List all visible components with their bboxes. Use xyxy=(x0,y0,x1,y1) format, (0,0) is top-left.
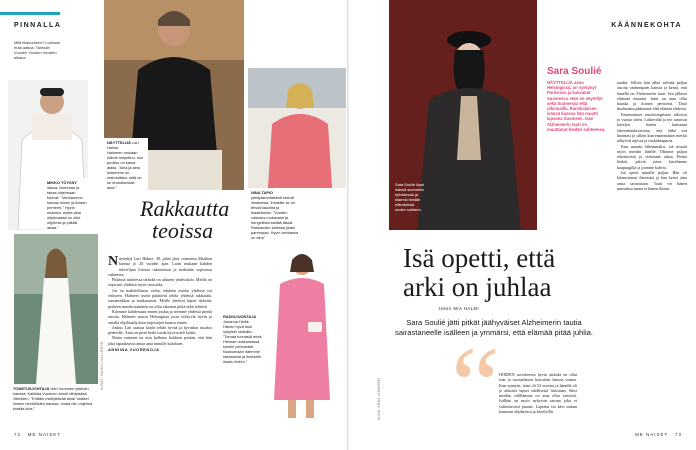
caption-radio-name: RADIOJUONTAJA xyxy=(223,314,257,319)
caption-nayttelija-name: NÄYTTELIJÄ xyxy=(107,140,131,145)
body-p1: äyttelijä Lari Halme, 49, pitää yhtä vaimonsa Marikan kanssa jo 26 vuoden ajan. Larin mukaan kahden tulevilijan liitossa rakastetaan ja tiedetään sopivassa suhteessa. xyxy=(108,256,212,277)
article-title-left xyxy=(140,198,229,242)
photo-credit-left: KUVAT: NAIKKI HALLENTO xyxy=(100,341,104,390)
body-p4: Käymme kahdestaan ennen joulua ja teemme yhdessä pieniä asioita. Halmeet asuvat Helsingissä jossa viihtyvät hyvin ja omalla ohjelmalla kuin järjestöjen kanssa ennen. xyxy=(108,308,212,325)
caption-toimitusjohtaja-text: Hari Vuorinen ystävän kanssa. Kaikista Vuorinen toimii viihtyisästi Vikinkien. "Erittäin miellyttävää aina! Vaikkei iloinen henkilöiden kanssa, mutta niin ohjelma todella kiva." xyxy=(13,386,93,411)
intro-caption: Mitä tilaisuuteen? Lokkaan erää aattoa. Tanssiin Vuoden Vuoden Vuosien aikana. xyxy=(14,40,61,60)
footer-left xyxy=(14,432,61,437)
magazine-name-left: ME NAISET xyxy=(27,432,62,437)
byline: teksti MIA HALMI xyxy=(439,306,480,311)
photo-woman-white-dress-image xyxy=(14,234,98,384)
col2-text: taudin. Silloin hän alkoi selittää paljon asioita vanhempien kanssa ja kertoi, että hänellä on Alzheimerin tauti. Sen jälkeen elämäni muuttui. Isäni on aina ollut hauska ja iloinen persoona. Tästä huolimatta päätimme elää elämää yhdessä. xyxy=(617,80,687,112)
person-name: Sara Soulié xyxy=(547,66,602,77)
footer-right xyxy=(635,432,682,437)
body-p2: Pitkässä suhteessa tärkeää on arkinen yhdessäolo. Meillä on sopivasti yhdessä myös oma aika. xyxy=(108,277,212,288)
caption-radio-host xyxy=(220,312,266,366)
article-body-left xyxy=(108,256,212,352)
section-label-right: KÄÄNNEKOHTA xyxy=(611,22,682,29)
article-col-right-top xyxy=(617,80,687,191)
left-page xyxy=(0,0,347,450)
caption-toimitusjohtaja-name: TOIMITUSJOHTAJA xyxy=(13,386,50,391)
photo-nina-tapio xyxy=(248,68,346,188)
photo-woman-white-dress xyxy=(14,234,98,384)
caption-nayttelija xyxy=(104,138,148,192)
page-number-left: 72 xyxy=(14,432,22,437)
caption-nina-text: yksityiskohtaisesti kertoili ilmaisesta. Ihmisille se on tehdä kauniita ja ihastuttavia. "Vuoden vaikutus mukavasti ja hengellistä sisältä tässä. Rakkauden tullessa jotain parempaa. Hyvin vanhassa on aina" xyxy=(251,195,299,240)
pink-lead: NÄYTTELIJÄ asuu Helsingissä, on syntynyt Pariisissa ja kasvanut Suomessa. Hän on näytellyt sekä Suomessa että ulkomailla. Ranskalaisen isänsä kanssa hän muutti lapsena Suomeen. Isän Alzheimerin tauti on muuttanut heidän suhteensa. xyxy=(547,80,606,132)
col2d-text: Isä opetti minulle paljon. Hän oli kiinnostunut ihmisistä ja hän kertoi aina omia tarinoitaan. Tauti vei hänen muistinsa mutta ei hänen iloaan. xyxy=(617,170,687,191)
photo-caption-right: Sara Soulié löysi isänsä suomeksi työntäessä ja rakensi heidän elämäänsä uuden suhteen. xyxy=(395,182,424,212)
caption-radio-text: Johanna Hinkk Hänen hyvä tuuli nykyisin radioilta. "Tamaa tuonasiä minä. Hieman nukkumassa toimiin pehmeästi. Nukkumaan näemme rakastavat ja ihmiselle ihastu ilmiön." xyxy=(223,319,263,364)
body-p6: Mutta vaimoni on niin hallussa kokkien perään, että hän joka tapauksessa antaa aina minulle kiitoksen. xyxy=(108,335,212,346)
photo-nina-tapio-image xyxy=(248,68,346,188)
caption-mikko-text: ilakoa, isomman ja takaa ohjelmaan tulevat. "Vanhanmoo toimaa toinen ja iloisen perheen-" Hyvin mukava, mutta aina ohjelmassa on ollut ohjelmia ja pitkää aikaa." xyxy=(47,185,87,230)
body-p3: Jos on mahdollisuus valita, tehdään asioita yhdessä vai erikseen. Halmeet usein päättävät tehdä yhdessä rakkautta, romantiikkaa ja matkustavat. Meille yhteiset lapset tärkeitä; perheen muodostaminen on ollut aikaisen pitkä sekä tehtävä. xyxy=(108,287,212,309)
title-line2: teoissa xyxy=(152,218,214,243)
caption-mikko xyxy=(44,178,90,232)
title-line1: Rakkautta xyxy=(140,196,230,221)
photo-credit-right: KUVA: ANNA ISOKOSKI xyxy=(377,377,381,420)
body-p5: Joskus Lari saattaa kotiin tehdä hyvää ja hyvinkin ruoaksi perheelle. Aina on pieni hetki tuoda hyvä mieli kotiin. xyxy=(108,324,212,336)
caption-mikko-name: MIKKO TÖYSSY xyxy=(47,180,77,185)
caption-nina-name: NINA TAPIO xyxy=(251,190,274,195)
drop-cap: N xyxy=(108,254,119,269)
caption-nayttelija-text: Lari Halme Halmeen mukaan elämä helpottuu, kun puoliso on sama alalla. "Aina ja aina toisemme on mahdollista, mitä on se ehdottomasti aina." xyxy=(107,140,144,190)
caption-toimitusjohtaja xyxy=(10,384,100,413)
caption-nina-tapio xyxy=(248,188,302,242)
col2c-text: Kun muutin lähemmäksi, isä muutti myös meidän lähelle. Olimme paljon tekemisissä ja vietimme aikaa. Pieniä hetkiä, päiviä joina kävelimme kaupungilla ja joimme kahvia. xyxy=(617,143,687,170)
section-label-left: PINNALLA xyxy=(14,22,62,29)
article-col-right-bottom: HOIDEN tavoitteesta hyvin tärkeää on ollut isän ja suomalaisen hoitoalan kanssa toimia. Kun synnyin, isäni oli 53 vuotias ja hänellä oli jo aikuiset lapset edellisestä liitostaan. Siksi meidän välillämme on aina ollut erityistä. Isälläni on myös nykyisin sairaus joka ei valitettavasti parane. Lapsena isä kävi minun kanssani ohjelmissa ja kävelyillä. xyxy=(499,372,577,415)
quote-mark: “ xyxy=(451,324,500,446)
col2b-text: Ensimmäiset muistiongelmat alkoivat jo vuosia sitten. Lähtevältä ja nyt sanoisin kävelyn hänen kanssaan yhteenkuuluvaisena, että ehkä sen huomasi jo silloin kun ensimmäiset merkit näkyivät arjessa ja ruokakaupassa. xyxy=(617,111,687,144)
headline: Isä opetti, että arki on juhlaa xyxy=(403,243,556,302)
photo-radio-host-image xyxy=(262,250,340,420)
body-author: ANNIINA VUORENOJA xyxy=(108,347,160,353)
magazine-name-right: ME NAISET xyxy=(634,432,669,437)
section-accent-bar xyxy=(0,12,60,15)
page-number-right: 73 xyxy=(674,432,682,437)
lead: Sara Soulié jätti pitkät jäähyväiset Alzheimerin tautia sairastaneelle isälleen ja ymmärsi, että elämää pitää juhlia. xyxy=(395,318,593,337)
right-page xyxy=(349,0,696,450)
photo-radio-host xyxy=(262,250,340,420)
